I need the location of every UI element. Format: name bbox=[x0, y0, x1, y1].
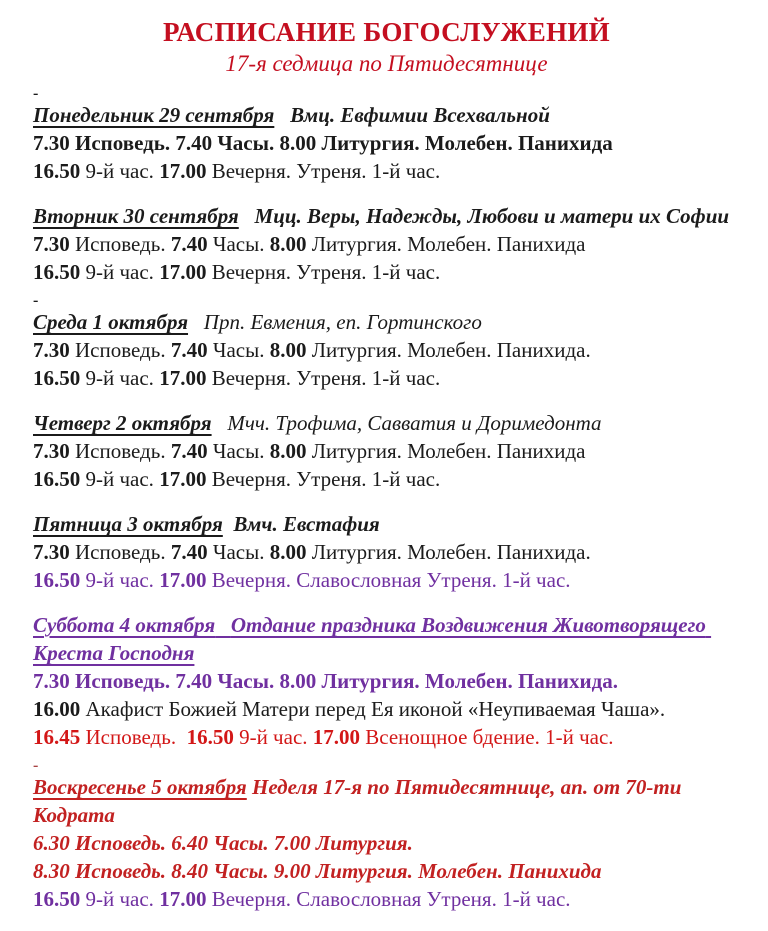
time-value: 7.30 Исповедь. 7.40 Часы. 8.00 Литургия. Молебен. Панихида bbox=[33, 131, 613, 155]
service-text: Литургия. Молебен. Панихида bbox=[306, 439, 586, 463]
day-name: Воскресенье 5 октября bbox=[33, 775, 247, 799]
service-text: Часы. bbox=[207, 439, 270, 463]
feast-name: Мцц. Веры, Надежды, Любови и матери их Софии bbox=[254, 204, 730, 228]
time-value: 7.40 bbox=[170, 338, 208, 362]
service-text: Литургия. Молебен. Панихида. bbox=[306, 338, 591, 362]
day-heading bbox=[33, 409, 740, 437]
schedule-line bbox=[33, 885, 740, 913]
heading-separator bbox=[239, 204, 255, 228]
heading-separator bbox=[212, 411, 228, 435]
service-text: Вечерня. Славословная Утреня. 1-й час. bbox=[206, 887, 571, 911]
service-text: 9-й час. bbox=[80, 366, 160, 390]
service-text: Вечерня. Утреня. 1-й час. bbox=[206, 366, 441, 390]
page-subtitle: 17-я седмица по Пятидесятнице bbox=[225, 51, 548, 76]
time-value: 8.00 bbox=[269, 540, 307, 564]
time-value: 7.40 bbox=[170, 439, 208, 463]
service-text: Исповедь. bbox=[69, 232, 171, 256]
schedule-line bbox=[33, 829, 740, 857]
time-value: 8.00 bbox=[269, 439, 307, 463]
time-value: 17.00 bbox=[159, 887, 207, 911]
service-text: Вечерня. Славословная Утреня. 1-й час. bbox=[206, 568, 571, 592]
schedule-line bbox=[33, 157, 740, 185]
service-text: Часы. bbox=[207, 540, 270, 564]
time-value: 8.00 bbox=[269, 232, 307, 256]
time-value: 17.00 bbox=[159, 260, 207, 284]
feast-name: Прп. Евмения, еп. Гортинского bbox=[203, 310, 482, 334]
service-text: Исповедь. bbox=[69, 338, 171, 362]
day-block bbox=[33, 510, 740, 594]
time-value: 16.45 bbox=[33, 725, 81, 749]
day-name: Суббота 4 октября bbox=[33, 613, 216, 637]
feast-name: Вмц. Евфимии Всехвальной bbox=[290, 103, 550, 127]
day-name: Вторник 30 сентября bbox=[33, 204, 239, 228]
service-text: Исповедь. bbox=[69, 439, 171, 463]
schedule-line bbox=[33, 857, 740, 885]
time-value: 16.50 bbox=[33, 260, 81, 284]
day-heading bbox=[33, 308, 740, 336]
schedule-line bbox=[33, 695, 740, 723]
service-text: Вечерня. Утреня. 1-й час. bbox=[206, 467, 441, 491]
service-text: 9-й час. bbox=[80, 568, 160, 592]
service-text: 9-й час. bbox=[233, 725, 313, 749]
time-value: 6.30 Исповедь. 6.40 Часы. 7.00 Литургия. bbox=[33, 831, 413, 855]
feast-name: Мчч. Трофима, Савватия и Доримедонта bbox=[227, 411, 602, 435]
heading-separator bbox=[188, 310, 204, 334]
time-value: 8.30 Исповедь. 8.40 Часы. 9.00 Литургия. Молебен. Панихида bbox=[33, 859, 602, 883]
time-value: 16.50 bbox=[33, 366, 81, 390]
heading-separator bbox=[223, 512, 234, 536]
heading-separator bbox=[274, 103, 290, 127]
day-heading bbox=[33, 773, 740, 829]
service-text: Литургия. Молебен. Панихида. bbox=[306, 540, 591, 564]
time-value: 8.00 bbox=[269, 338, 307, 362]
service-text: 9-й час. bbox=[80, 467, 160, 491]
time-value: 17.00 bbox=[312, 725, 361, 749]
day-block bbox=[33, 758, 740, 913]
feast-name: Неделя 17-я по Пятидесятнице, ап. от 70-ти Кодрата bbox=[33, 775, 687, 827]
day-block bbox=[33, 409, 740, 493]
service-text: Акафист Божией Матери перед Ея иконой «Неупиваемая Чаша». bbox=[80, 697, 666, 721]
day-heading bbox=[33, 510, 740, 538]
time-value: 7.30 Исповедь. 7.40 Часы. 8.00 Литургия. Молебен. Панихида. bbox=[33, 669, 618, 693]
service-text: Всенощное бдение. 1-й час. bbox=[360, 725, 614, 749]
time-value: 17.00 bbox=[159, 366, 207, 390]
dash-marker: - bbox=[33, 292, 39, 309]
day-name: Пятница 3 октября bbox=[33, 512, 223, 536]
schedule-list bbox=[33, 86, 740, 913]
time-value: 7.40 bbox=[170, 540, 208, 564]
dash-marker: - bbox=[33, 757, 39, 774]
time-value: 16.50 bbox=[186, 725, 234, 749]
time-value: 7.40 bbox=[170, 232, 208, 256]
time-value: 17.00 bbox=[159, 568, 207, 592]
day-heading bbox=[33, 611, 740, 667]
service-text: 9-й час. bbox=[80, 887, 160, 911]
day-block bbox=[33, 202, 740, 286]
schedule-line bbox=[33, 723, 740, 751]
service-text: Литургия. Молебен. Панихида bbox=[306, 232, 586, 256]
day-block bbox=[33, 293, 740, 392]
day-heading bbox=[33, 101, 740, 129]
schedule-line bbox=[33, 437, 740, 465]
schedule-line bbox=[33, 258, 740, 286]
day-heading bbox=[33, 202, 740, 230]
time-value: 7.30 bbox=[33, 540, 70, 564]
time-value: 16.50 bbox=[33, 467, 81, 491]
time-value: 16.50 bbox=[33, 159, 81, 183]
day-name: Среда 1 октября bbox=[33, 310, 189, 334]
service-text: Вечерня. Утреня. 1-й час. bbox=[206, 159, 441, 183]
schedule-line bbox=[33, 129, 740, 157]
day-block bbox=[33, 611, 740, 751]
feast-name: Вмч. Евстафия bbox=[233, 512, 380, 536]
service-text: Исповедь. bbox=[80, 725, 187, 749]
service-text: Вечерня. Утреня. 1-й час. bbox=[206, 260, 441, 284]
time-value: 7.30 bbox=[33, 439, 70, 463]
service-text: Часы. bbox=[207, 338, 270, 362]
service-text: Исповедь. bbox=[69, 540, 171, 564]
day-name: Четверг 2 октября bbox=[33, 411, 212, 435]
time-value: 17.00 bbox=[159, 467, 207, 491]
day-block bbox=[33, 86, 740, 185]
day-name: Понедельник 29 сентября bbox=[33, 103, 275, 127]
heading-separator bbox=[215, 613, 231, 637]
feast-name: Отдание праздника Воздвижения Животворящего Креста Господня bbox=[33, 613, 712, 665]
schedule-line bbox=[33, 538, 740, 566]
schedule-line bbox=[33, 566, 740, 594]
schedule-line bbox=[33, 364, 740, 392]
schedule-line bbox=[33, 465, 740, 493]
time-value: 16.50 bbox=[33, 568, 81, 592]
service-text: Часы. bbox=[207, 232, 270, 256]
service-text: 9-й час. bbox=[80, 159, 160, 183]
time-value: 16.00 bbox=[33, 697, 81, 721]
page-title: РАСПИСАНИЕ БОГОСЛУЖЕНИЙ bbox=[163, 17, 610, 47]
time-value: 7.30 bbox=[33, 232, 70, 256]
dash-marker: - bbox=[33, 85, 39, 102]
time-value: 16.50 bbox=[33, 887, 81, 911]
schedule-line bbox=[33, 230, 740, 258]
service-text: 9-й час. bbox=[80, 260, 160, 284]
schedule-line bbox=[33, 667, 740, 695]
time-value: 7.30 bbox=[33, 338, 70, 362]
schedule-line bbox=[33, 336, 740, 364]
time-value: 17.00 bbox=[159, 159, 207, 183]
